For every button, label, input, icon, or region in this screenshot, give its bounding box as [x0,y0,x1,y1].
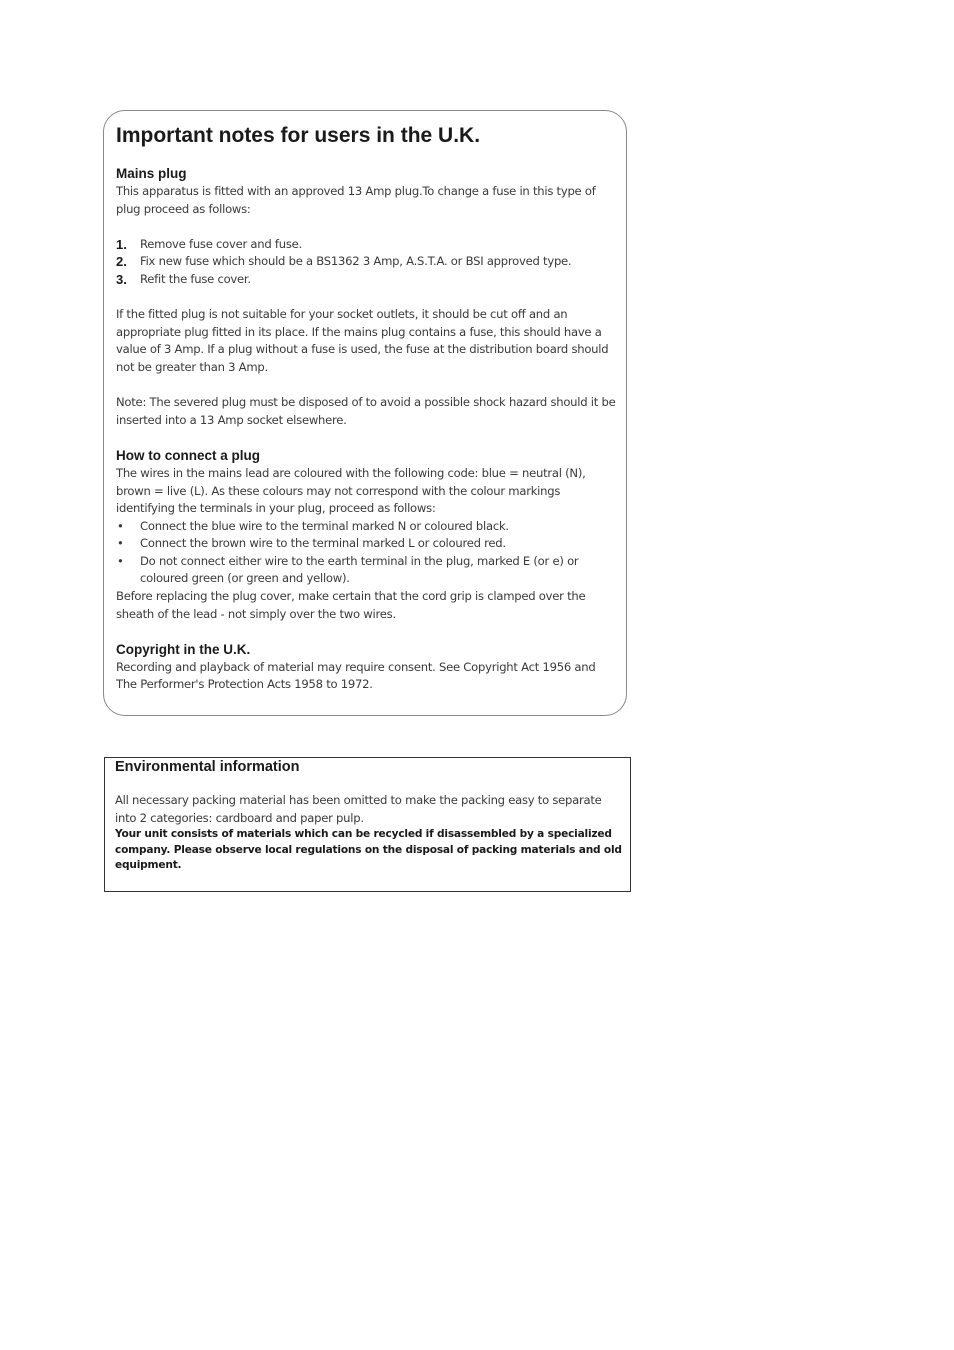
wiring-bullet-list [116,518,616,588]
connect-plug-intro: The wires in the mains lead are coloured with the following code: blue = neutral (N), brown = live (L). As these colours may not correspond with the colour markings identifying the terminals in your plug, proceed as follows: [116,465,586,516]
bullet-icon: • [117,553,124,568]
environmental-info-title: Environmental information [115,759,300,775]
spacer [116,289,616,307]
environmental-info-content [115,758,625,874]
wiring-bullet [116,518,616,536]
bullet-text: Connect the blue wire to the terminal marked N or coloured black. [140,518,509,533]
severed-plug-note: Note: The severed plug must be disposed of to avoid a possible shock hazard should it be inserted into a 13 Amp socket elsewhere. [116,395,616,427]
spacer [116,377,616,395]
connect-plug-outro: Before replacing the plug cover, make certain that the cord grip is clamped over the sheath of the lead - not simply over the two wires. [116,589,586,621]
step-text: Remove fuse cover and fuse. [140,236,302,251]
step-text: Fix new fuse which should be a BS1362 3 Amp, A.S.T.A. or BSI approved type. [140,254,572,269]
spacer [116,623,616,641]
step-number: 3. [116,271,127,287]
environmental-info-text: All necessary packing material has been omitted to make the packing easy to separate into 2 categories: cardboard and paper pulp. [115,793,602,825]
step-text: Refit the fuse cover. [140,271,251,286]
environmental-info-box [104,757,631,892]
copyright-heading: Copyright in the U.K. [116,641,251,657]
wiring-bullet [116,553,616,588]
mains-plug-intro: This apparatus is fitted with an approved 13 Amp plug.To change a fuse in this type of plug proceed as follows: [116,184,596,216]
step-number: 1. [116,236,127,252]
uk-notes-title: Important notes for users in the U.K. [116,124,481,147]
bullet-text: Connect the brown wire to the terminal marked L or coloured red. [140,536,506,551]
wiring-bullet [116,535,616,553]
fuse-step [116,253,616,271]
bullet-text: Do not connect either wire to the earth terminal in the plug, marked E (or e) or coloured green (or green and yellow). [140,553,579,586]
spacer [116,429,616,447]
connect-plug-heading: How to connect a plug [116,447,260,463]
copyright-text: Recording and playback of material may require consent. See Copyright Act 1956 and The Performer's Protection Acts 1958 to 1972. [116,659,596,692]
spacer [116,218,616,236]
mains-plug-heading: Mains plug [116,166,187,181]
environmental-recycling-note: Your unit consists of materials which can be recycled if disassembled by a specialized company. Please observe local regulations on the disposal of packing materials and old equipment. [115,828,622,872]
fuse-step [116,271,616,289]
fuse-steps-list [116,236,616,289]
uk-notes-content [116,123,616,694]
bullet-icon: • [117,518,124,533]
step-number: 2. [116,254,127,270]
fuse-step [116,236,616,254]
uk-notes-box [103,110,627,716]
plug-replacement-paragraph: If the fitted plug is not suitable for your socket outlets, it should be cut off and an appropriate plug fitted in its place. If the mains plug contains a fuse, this should have a value of 3 Amp. If a plug without a fuse is used, the fuse at the distribution board should not be greater than 3 Amp. [116,307,609,374]
bullet-icon: • [117,536,124,551]
